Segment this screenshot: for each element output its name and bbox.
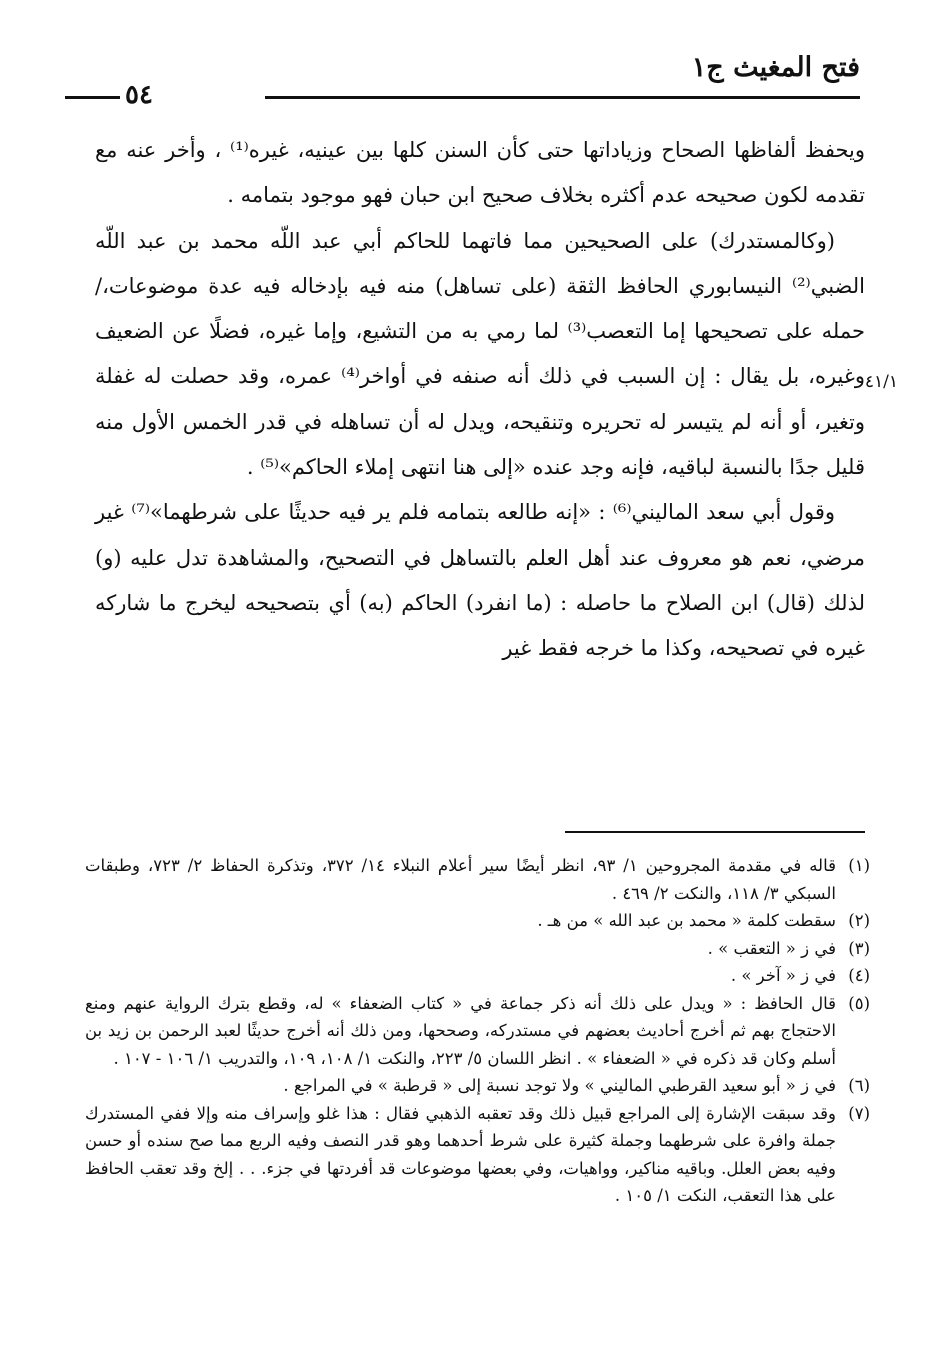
paragraph: ويحفظ ألفاظها الصحاح وزياداتها حتى كأن السنن كلها بين عينيه، غيره⁽¹⁾ ، وأخر عنه مع تقدمه لكون صحيحه عدم أكثره بخلاف صحيح ابن حبان فهو موجود بتمامه . (95, 138, 865, 208)
manuscript-folio-note: ٤١/١ (864, 372, 898, 392)
footnote (85, 990, 870, 1073)
footnote (85, 1100, 870, 1210)
footnote-text: في ز « أبو سعيد القرطبي الماليني » ولا توجد نسبة إلى « قرطبة » في المراجع . (283, 1076, 836, 1095)
running-title: فتح المغيث ج١ (691, 52, 860, 83)
footnote (85, 907, 870, 935)
footnote-text: وقد سبقت الإشارة إلى المراجع قبيل ذلك وقد تعقبه الذهبي فقال : هذا غلو وإسراف منه وإلا ففي المستدرك جملة وافرة على شرطهما وجملة كثيرة على شرط أحدهما وهو قدر النصف وفيه الربع مما صح سنده أو حسن وفيه بعض العلل. وباقيه مناكير، وواهيات، وفي بعضها موضوعات قد أفردتها في جزء. . . إلخ وقد تعقب الحافظ على هذا التعقب، النكت ١/ ١٠٥ . (85, 1103, 836, 1205)
footnote-number: (٣) (848, 938, 870, 958)
footnote (85, 1072, 870, 1100)
footnote (85, 935, 870, 963)
page-number: ٥٤ (125, 80, 153, 110)
footnote-text: قال الحافظ : « ويدل على ذلك أنه ذكر جماعة في « كتاب الضعفاء » له، وقطع بترك الرواية عنهم ومنع الاحتجاج بهم ثم أخرج أحاديث بعضهم في مستدركه، وصححها، ومن ذلك أنه أخرج حديثًا لعبد الرحمن بن زيد بن أسلم وكان قد ذكره في « الضعفاء » . انظر اللسان ٥/ ٢٢٣، والنكت ١/ ١٠٨، ١٠٩، والتدريب ١/ ١٠٦ - ١٠٧ . (85, 993, 836, 1068)
footnote-number: (٥) (848, 993, 870, 1013)
paragraph: وقول أبي سعد الماليني⁽⁶⁾ : «إنه طالعه بتمامه فلم ير فيه حديثًا على شرطهما»⁽⁷⁾ غير مرضي، نعم هو معروف عند أهل العلم بالتساهل في التصحيح، والمشاهدة تدل عليه (و) لذلك (قال) ابن الصلاح ما حاصله : (ما انفرد) الحاكم (به) أي بتصحيحه ليخرج ما شاركه غيره في تصحيحه، وكذا ما خرجه فقط غير (95, 500, 865, 661)
paragraph: (وكالمستدرك) على الصحيحين مما فاتهما للحاكم أبي عبد اللّه محمد بن عبد اللّه الضبي⁽²⁾ النيسابوري الحافظ الثقة (على تساهل) منه فيه بإدخاله فيه عدة موضوعات،/ حمله على تصحيحها إما التعصب⁽³⁾ لما رمي به من التشيع، وإما غيره، فضلًا عن الضعيف وغيره، بل يقال : إن السبب في ذلك أنه صنفه في أواخر⁽⁴⁾ عمره، وقد حصلت له غفلة وتغير، أو أنه لم يتيسر له تحريره وتنقيحه، ويدل له أن تساهله في قدر الخمس الأول منه قليل جدًا بالنسبة لباقيه، فإنه وجد عنده «إلى هنا انتهى إملاء الحاكم»⁽⁵⁾ . (95, 228, 865, 480)
footnote-number: (٧) (848, 1103, 870, 1123)
footnote-separator (565, 831, 865, 833)
footnote-number: (١) (848, 856, 870, 875)
header-rule (265, 96, 860, 99)
page-header (90, 52, 860, 112)
footnote-number: (٤) (848, 966, 870, 985)
footnotes (85, 852, 870, 1210)
footnote (85, 962, 870, 990)
footnote-number: (٦) (848, 1076, 870, 1095)
footnote (85, 852, 870, 907)
footnote-number: (٢) (848, 911, 870, 930)
main-text (95, 128, 865, 672)
footnote-text: قاله في مقدمة المجروحين ١/ ٩٣، انظر أيضًا سير أعلام النبلاء ١٤/ ٣٧٢، وتذكرة الحفاظ ٢/ ٧٢٣، وطبقات السبكي ٣/ ١١٨، والنكت ٢/ ٤٦٩ . (85, 856, 836, 903)
page-number-rule (65, 96, 120, 99)
footnote-text: سقطت كلمة « محمد بن عبد الله » من هـ . (537, 911, 836, 930)
footnote-text: في ز « التعقب » . (707, 938, 836, 958)
footnote-text: في ز « آخر » . (730, 966, 836, 985)
